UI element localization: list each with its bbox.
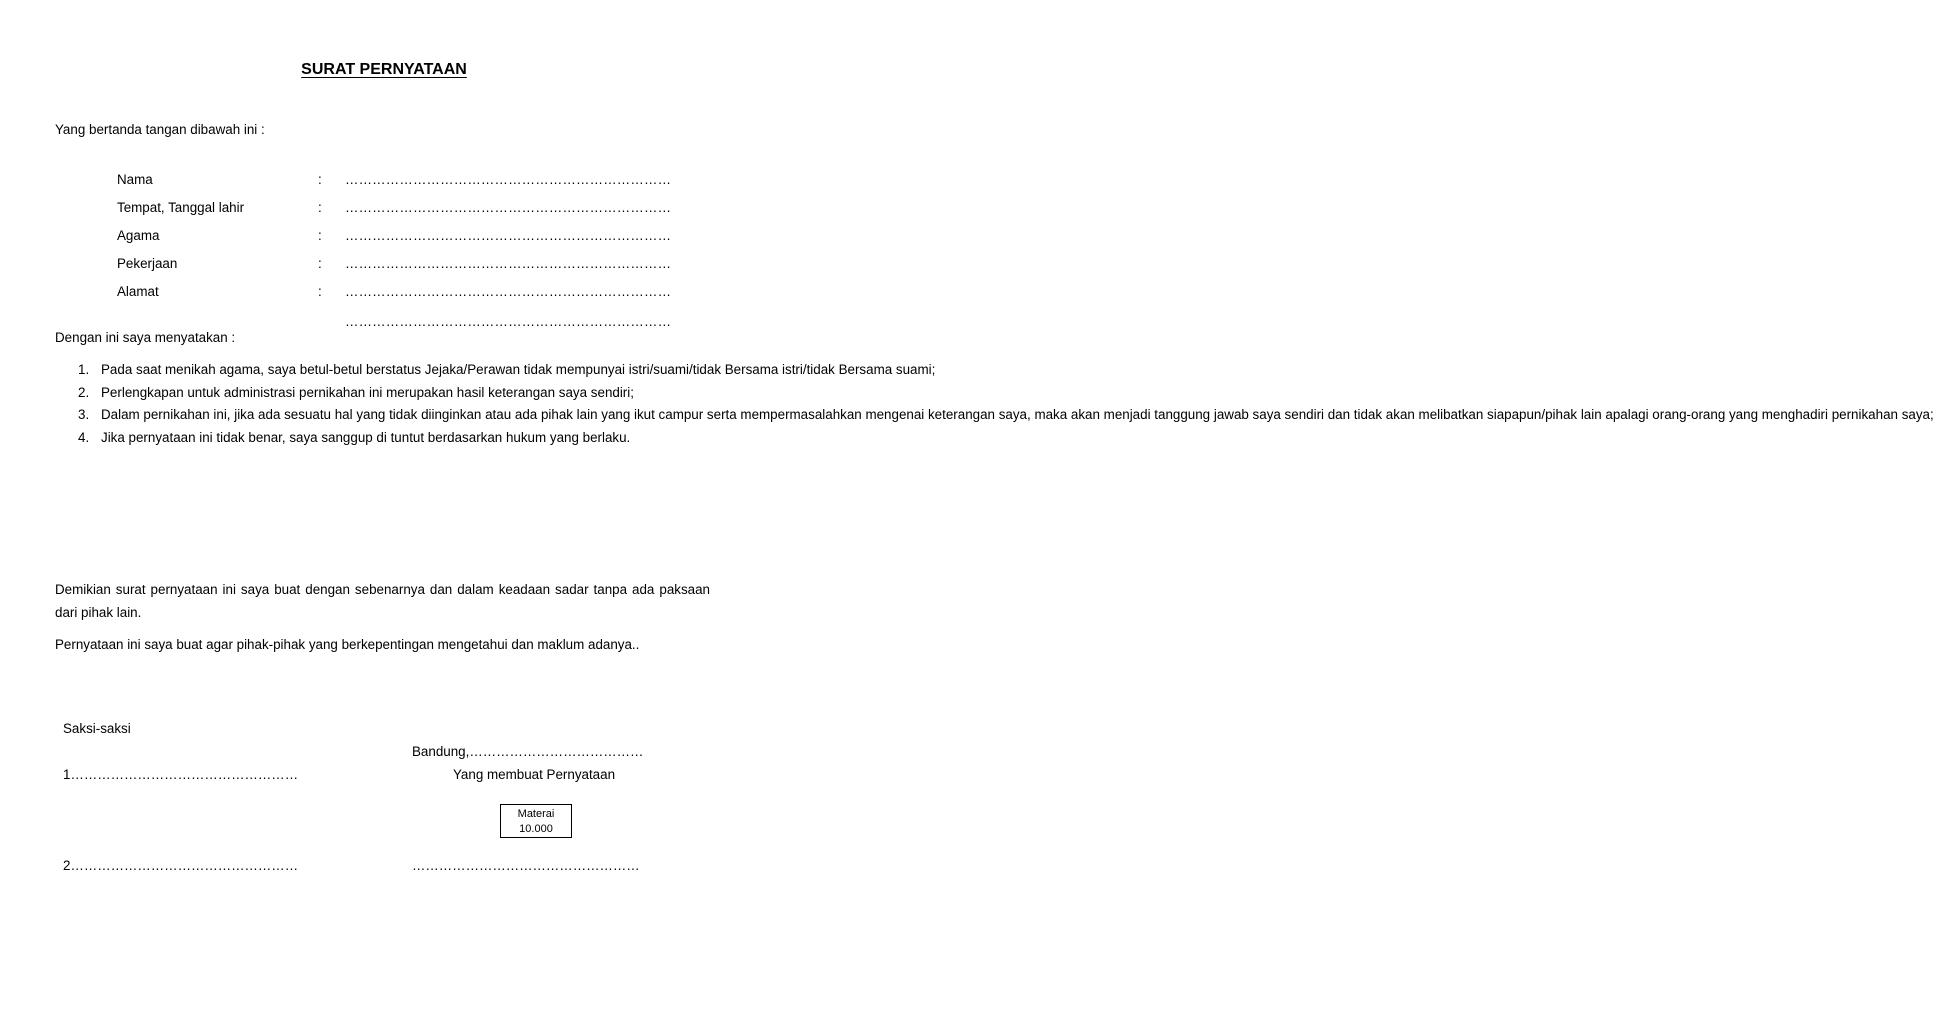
purpose-paragraph: Pernyataan ini saya buat agar pihak-pihak yang berkepentingan mengetahui dan maklum adanya.. [55,637,640,652]
closing-paragraph: Demikian surat pernyataan ini saya buat dengan sebenarnya dan dalam keadaan sadar tanpa ada paksaan dari pihak lain. [55,582,710,620]
stamp-duty-box [500,804,572,838]
field-colon: : [318,256,322,271]
field-blank-agama: ……………………………………………………………… [345,228,672,243]
list-text: Pada saat menikah agama, saya betul-betul berstatus Jejaka/Perawan tidak mempunyai istri/suami/tidak Bersama istri/tidak Bersama suami; [101,362,936,377]
field-colon: : [318,228,322,243]
list-item [78,404,1934,427]
witness-1-line: 1…………………………………………… [63,767,299,782]
field-blank-alamat-line-2: ……………………………………………………………… [345,314,672,329]
list-text: Perlengkapan untuk administrasi pernikahan ini merupakan hasil keterangan saya sendiri; [101,384,634,400]
field-label-alamat: Alamat [117,284,159,299]
place-date-line: Bandung,………………………………… [412,744,644,759]
field-label-pekerjaan: Pekerjaan [117,256,178,271]
list-number: 3. [78,407,90,423]
witness-2-line: 2…………………………………………… [63,858,299,873]
field-label-agama: Agama [117,228,160,243]
list-item [78,382,710,405]
list-number: 2. [78,384,90,400]
list-text: Jika pernyataan ini tidak benar, saya sanggup di tuntut berdasarkan hukum yang berlaku. [101,430,631,446]
list-text: Dalam pernikahan ini, jika ada sesuatu hal yang tidak diinginkan atau ada pihak lain yang ikut campur serta mempermasalahkan mengenai keterangan saya, maka akan menjadi tanggung jawab saya sendiri dan tidak akan melibatkan siapapun/pihak lain apalagi orang-orang yang menghadiri pernikahan saya; [101,407,1934,423]
field-colon: : [318,284,322,299]
field-label-tempat-tanggal-lahir: Tempat, Tanggal lahir [117,200,245,215]
document-title: SURAT PERNYATAAN [301,61,467,78]
maker-label: Yang membuat Pernyataan [453,767,616,782]
field-blank-alamat: ……………………………………………………………… [345,284,672,299]
declaration-heading: Dengan ini saya menyatakan : [55,330,236,345]
stamp-duty-value: 10.000 [519,823,553,835]
list-item [78,427,710,450]
field-blank-nama: ……………………………………………………………… [345,172,672,187]
statement-list [78,359,1934,450]
list-number: 4. [78,430,90,446]
field-blank-tempat-tanggal-lahir: ……………………………………………………………… [345,200,672,215]
stamp-duty-label: Materai [517,808,555,820]
field-colon: : [318,200,322,215]
maker-signature-line: …………………………………………… [412,858,640,873]
field-label-nama: Nama [117,172,153,187]
intro-text: Yang bertanda tangan dibawah ini : [55,122,265,137]
list-number: 1. [78,362,90,377]
field-colon: : [318,172,322,187]
field-blank-pekerjaan: ……………………………………………………………… [345,256,672,271]
witnesses-label: Saksi-saksi [63,721,131,736]
list-item [78,359,936,382]
